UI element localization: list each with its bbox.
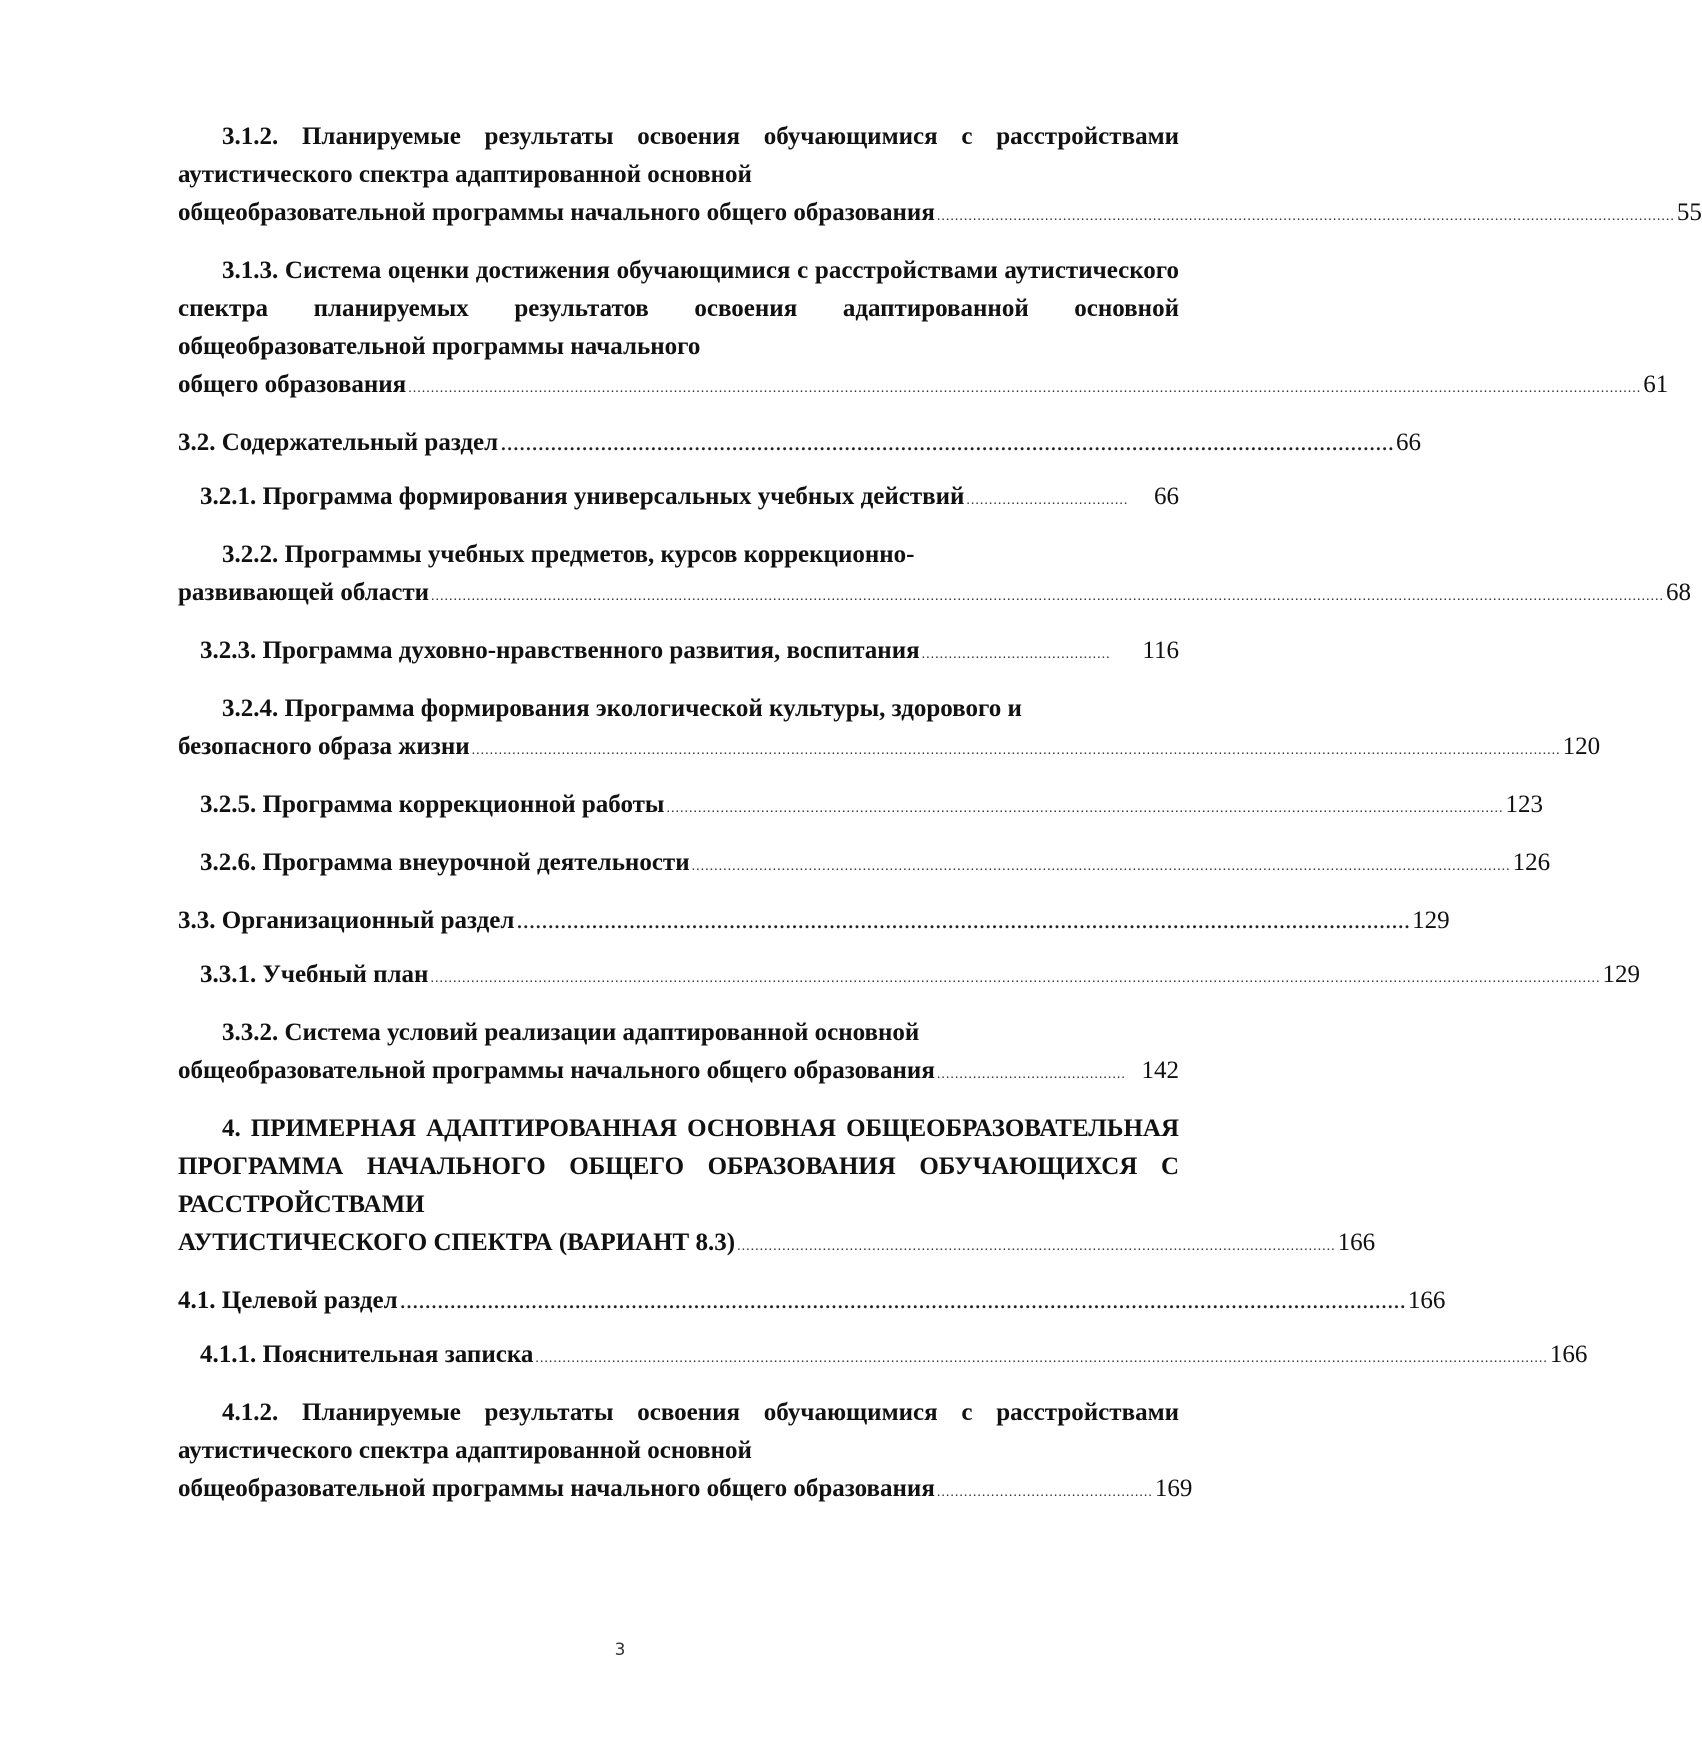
leader-dots: .................................................................................................................................................................... xyxy=(936,209,1675,224)
toc-page-number: 123 xyxy=(1505,791,1543,818)
toc-entry-3-1-3[interactable] xyxy=(178,252,1669,408)
toc-page-number: 126 xyxy=(1512,849,1551,876)
toc-page-number: 129 xyxy=(1602,961,1640,988)
toc-entry-last-line: общеобразовательной программы начального общего образования xyxy=(178,1057,935,1084)
toc-entry-last-line: безопасного образа жизни xyxy=(178,733,470,760)
toc-entry-title: 3.3. Организационный раздел xyxy=(178,907,515,934)
leader-dots: .................................................................................................................................................................................................................................................................................. xyxy=(431,589,1665,604)
toc-entry-3-2-6[interactable] xyxy=(178,844,1551,886)
toc-page-number: 116 xyxy=(1142,637,1179,664)
leader-dots: ................................................................................................................................................................................................................................. xyxy=(535,1351,1548,1366)
toc-page-number: 66 xyxy=(1395,429,1421,456)
toc-entry-3-3-1[interactable] xyxy=(178,956,1640,998)
toc-entry-title: 4.1. Целевой раздел xyxy=(178,1287,398,1314)
toc-entry-title: 3.3.1. Учебный план xyxy=(200,961,429,988)
toc-entry-3-2-5[interactable] xyxy=(178,786,1543,828)
toc-page-number: 142 xyxy=(1141,1057,1179,1084)
leader-dots: .................................................................................................................................................................................................................................................................... xyxy=(430,971,1601,986)
toc-entry-title: 3.2.3. Программа духовно-нравственного развития, воспитания xyxy=(200,637,920,664)
toc-entry-last-line: общеобразовательной программы начального общего образования xyxy=(178,1475,935,1502)
toc-entry-4-1[interactable] xyxy=(178,1282,1446,1320)
toc-entry-title: 3.2.1. Программа формирования универсальных учебных действий xyxy=(200,483,965,510)
toc-entry-3-1-2[interactable] xyxy=(178,118,1702,236)
toc-entry-text: 3.2.4. Программа формирования экологической культуры, здорового и xyxy=(222,695,1022,722)
toc-entry-4-1-2[interactable] xyxy=(178,1394,1193,1512)
toc-entry-3-3[interactable] xyxy=(178,902,1450,940)
leader-dots: ............................................................................................................................................... xyxy=(500,429,1394,456)
toc-entry-text: 3.1.3. Система оценки достижения обучающимися с расстройствами аутистического спектра планируемых результатов освоения адаптированной основной общеобразовательной программы начального xyxy=(178,257,1179,360)
toc-entry-text: 4.1.2. Планируемые результаты освоения обучающимися с расстройствами аутистического спектра адаптированной основной xyxy=(178,1399,1179,1464)
toc-page-number: 61 xyxy=(1643,371,1669,398)
table-of-contents xyxy=(178,118,1702,1528)
toc-entry-last-line: развивающей области xyxy=(178,579,430,606)
leader-dots: .......................................................................................................................................................................................... xyxy=(666,801,1504,816)
toc-page-number: 166 xyxy=(1337,1229,1376,1256)
toc-page-number: 68 xyxy=(1666,579,1692,606)
toc-entry-last-line: общего образования xyxy=(178,371,407,398)
toc-entry-3-2-3[interactable] xyxy=(178,632,1179,674)
toc-entry-title: 3.2. Содержательный раздел xyxy=(178,429,499,456)
toc-entry-3-3-2[interactable] xyxy=(178,1014,1179,1094)
leader-dots: .......................................... xyxy=(921,647,1111,662)
toc-entry-3-2-1[interactable] xyxy=(178,478,1179,520)
toc-entry-4[interactable] xyxy=(178,1110,1376,1266)
toc-entry-4-1-1[interactable] xyxy=(178,1336,1588,1378)
toc-entry-3-2-4[interactable] xyxy=(178,690,1601,770)
toc-page-number: 166 xyxy=(1549,1341,1588,1368)
leader-dots: ................................................................................................................................................................. xyxy=(399,1287,1406,1314)
toc-entry-title: 3.2.6. Программа внеурочной деятельности xyxy=(200,849,690,876)
toc-entry-title: 3.2.5. Программа коррекционной работы xyxy=(200,791,665,818)
toc-page-number: 120 xyxy=(1562,733,1601,760)
toc-entry-last-line: общеобразовательной программы начального общего образования xyxy=(178,199,935,226)
toc-entry-3-2[interactable] xyxy=(178,424,1421,462)
toc-page-number: 166 xyxy=(1407,1287,1446,1314)
leader-dots: .................................................................................................................................................................................................................................................. xyxy=(471,743,1561,758)
toc-entry-text: 4. ПРИМЕРНАЯ АДАПТИРОВАННАЯ ОСНОВНАЯ ОБЩЕОБРАЗОВАТЕЛЬНАЯ ПРОГРАММА НАЧАЛЬНОГО ОБЩЕГО ОБРАЗОВАНИЯ ОБУЧАЮЩИХСЯ С РАССТРОЙСТВАМИ xyxy=(178,1115,1179,1218)
toc-entry-last-line: АУТИСТИЧЕСКОГО СПЕКТРА (ВАРИАНТ 8.3) xyxy=(178,1229,736,1256)
toc-page-number: 55 xyxy=(1676,199,1702,226)
leader-dots: ............................................................................................................................................... xyxy=(516,907,1411,934)
toc-entry-title: 4.1.1. Пояснительная записка xyxy=(200,1341,534,1368)
toc-page-number: 169 xyxy=(1154,1475,1193,1502)
toc-page-number: 129 xyxy=(1412,907,1450,934)
leader-dots: ...................................................................................................................................................................................... xyxy=(691,859,1511,874)
leader-dots: .................................... xyxy=(966,493,1129,508)
leader-dots: ................................................ xyxy=(936,1485,1153,1500)
toc-page-number: 66 xyxy=(1154,483,1179,510)
toc-entry-text: 3.2.2. Программы учебных предметов, курсов коррекционно- xyxy=(222,541,915,568)
toc-entry-text: 3.1.2. Планируемые результаты освоения обучающимися с расстройствами аутистического спектра адаптированной основной xyxy=(178,123,1179,188)
leader-dots: ..................................................................................................................................... xyxy=(737,1239,1336,1254)
toc-entry-text: 3.3.2. Система условий реализации адаптированной основной xyxy=(222,1019,920,1046)
leader-dots: .......................................... xyxy=(936,1067,1126,1082)
toc-entry-3-2-2[interactable] xyxy=(178,536,1692,616)
leader-dots: .................................................................................................................................................................................................................................................................................. xyxy=(408,381,1642,396)
page-number: 3 xyxy=(614,1640,626,1660)
